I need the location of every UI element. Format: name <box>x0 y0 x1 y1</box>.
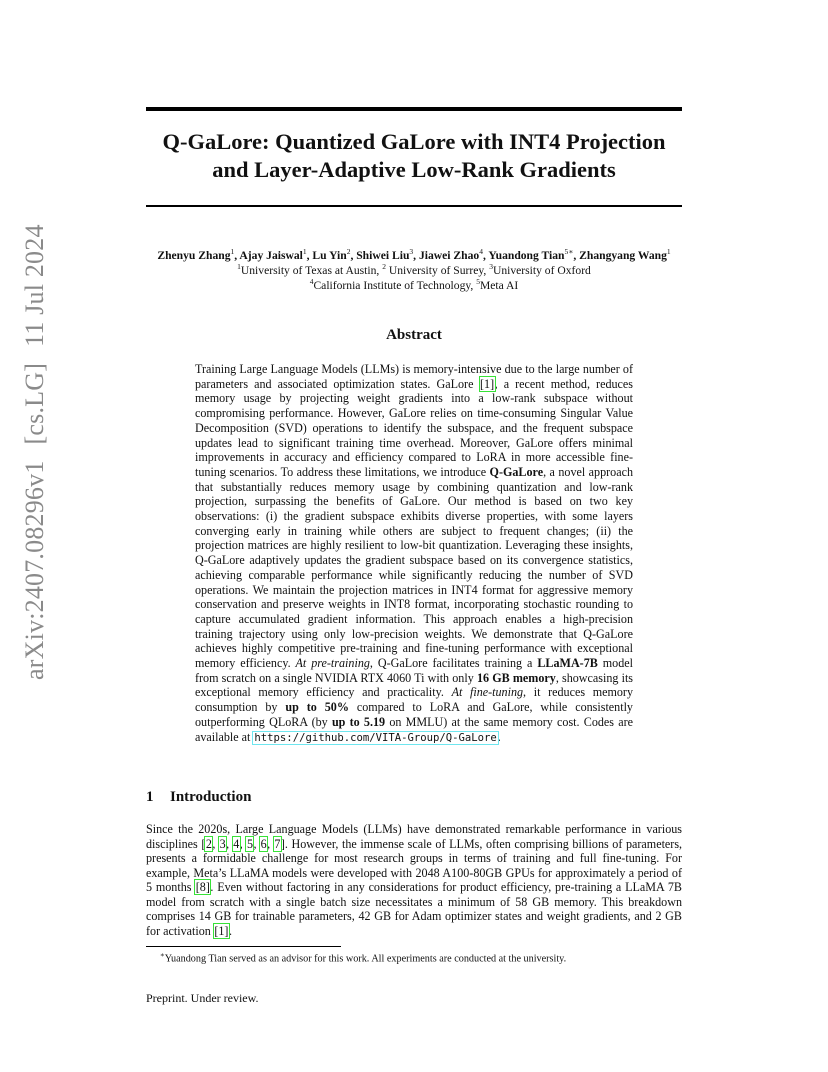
title-bottom-rule <box>146 205 682 207</box>
arxiv-category: [cs.LG] <box>20 362 49 445</box>
body-text: . <box>228 923 232 938</box>
citation-link[interactable]: 7 <box>274 836 281 851</box>
author: Yuandong Tian <box>488 248 565 262</box>
abstract-text: , a novel approach that substantially reduces memory usage by combining quantization and low-rank projection, surpassing the benefits of GaLore. Our method is based on two key observations: (i) the gradient subspace exhibits diverse properties, with some layers converging early in training while others are subject to frequent changes; (ii) the projection matrices are highly resilient to low-bit quantization. Leveraging these insights, Q-GaLore adaptively updates the gradient subspace based on its convergence statistics, achieving comparable performance while significantly reducing the number of SVD operations. We maintain the projection matrices in INT4 format for aggressive memory conservation and preserve weights in INT8 format, incorporating stochastic rounding to capture accumulated gradient information. This approach enables a high-precision training trajectory using only low-precision weights. We demonstrate that Q-GaLore achieves highly competitive pre-training and fine-tuning performance with exceptional memory efficiency. <box>195 464 634 671</box>
citation-link[interactable]: [8] <box>195 880 210 894</box>
bold-text: up to 50% <box>285 700 349 715</box>
arxiv-side-stamp <box>20 224 50 680</box>
author: Jiawei Zhao <box>418 248 480 262</box>
abstract-text: on MMLU) at the same memory cost. Codes are available at <box>195 714 633 744</box>
affiliation: University of Surrey, <box>385 263 490 277</box>
abstract-text: , it reduces memory consumption by <box>195 685 634 715</box>
affiliation: University of Oxford <box>492 263 591 277</box>
author-affil-mark: 2 <box>346 247 351 256</box>
body-text: . Even without factoring in any considerations for product efficiency, pre-training a LLaMA 7B model from scratch with a single batch size necessitates a minimum of 58 GB memory. This breakdown comprises 14 GB for trainable parameters, 42 GB for Adam optimizer states and weight gradients, and 2 GB for activation <box>146 880 682 938</box>
title-line-2: and Layer-Adaptive Low-Rank Gradients <box>212 157 616 182</box>
section-heading <box>146 789 251 806</box>
abstract-text: compared to LoRA and GaLore, while consistently outperforming QLoRA (by <box>195 700 633 729</box>
arxiv-id: arXiv:2407.08296v1 <box>20 460 49 680</box>
footnote <box>160 951 566 964</box>
section-number: 1 <box>146 789 154 805</box>
abstract-heading: Abstract <box>386 327 442 343</box>
footnote-mark: ∗ <box>160 951 165 959</box>
section-title: Introduction <box>170 789 252 805</box>
affil-mark: 3 <box>489 262 493 271</box>
author-affil-mark: 1 <box>302 247 307 256</box>
affiliation: Meta AI <box>479 278 519 292</box>
citation-link[interactable]: 5 <box>246 836 253 851</box>
code-repo-link[interactable]: https://github.com/VITA-Group/Q-GaLore <box>254 731 497 744</box>
citation-link[interactable]: [1] <box>214 923 229 938</box>
abstract-text: Training Large Language Models (LLMs) is memory-intensive due to the large number of parameters and associated optimization states. GaLore <box>195 362 633 391</box>
bold-text: 16 GB memory <box>476 670 556 685</box>
author-affil-mark: 4 <box>479 247 483 256</box>
abstract-text: . <box>497 729 501 744</box>
author-affil-mark: 3 <box>409 247 414 256</box>
author: Shiwei Liu <box>356 248 410 262</box>
intro-paragraph: Since the 2020s, Large Language Models (LLMs) have demonstrated remarkable performance in various disciplines [2, 3, 4, 5, 6, 7]. However, the immense scale of LLMs, often comprising billions of parameters, presents a formidable challenge for most research groups in terms of training and full fine-tuning. For example, Meta’s LLaMA models were developed with 2048 A100-80GB GPUs for approximately a period of 5 months [8]. Even without factoring in any considerations for product efficiency, pre-training a LLaMA 7B model from scratch with a single batch size necessitates a minimum of 58 GB memory. This breakdown comprises 14 GB for trainable parameters, 42 GB for Adam optimizer states and weight gradients, and 2 GB for activation [1]. <box>146 822 683 938</box>
title-top-rule <box>146 107 682 111</box>
title-line-1: Q-GaLore: Quantized GaLore with INT4 Projection <box>162 129 666 154</box>
body-text: . However, the immense scale of LLMs, often comprising billions of parameters, presents a formidable challenge for most research groups in terms of training and full fine-tuning. For example, Meta’s LLaMA models were developed with 2048 A100-80GB GPUs for approximately a period of 5 months <box>146 836 683 894</box>
affil-mark: 2 <box>382 262 386 271</box>
author: Zhangyang Wang <box>579 248 667 262</box>
paper-title <box>146 128 682 184</box>
bold-text: LLaMA-7B <box>537 656 598 671</box>
citation-link[interactable]: 4 <box>233 836 240 851</box>
affil-mark: 5 <box>476 277 480 286</box>
affil-mark: 4 <box>309 277 314 286</box>
author-affil-mark: 1 <box>230 247 235 256</box>
author-affil-mark: 1 <box>666 247 671 256</box>
affiliation: University of Texas at Austin, <box>240 263 383 277</box>
abstract-text: model from scratch on a single NVIDIA RTX 4060 Ti with only <box>195 656 633 685</box>
affiliations-line-2 <box>146 274 682 293</box>
body-text: Since the 2020s, Large Language Models (LLMs) have demonstrated remarkable performance in various disciplines <box>146 822 682 851</box>
footnote-rule <box>146 946 341 947</box>
citation-link[interactable]: 2 <box>205 836 212 851</box>
citation-link[interactable]: 6 <box>260 836 267 851</box>
author: Zhenyu Zhang <box>157 248 231 262</box>
emphasis-text: At fine-tuning <box>451 685 524 700</box>
emphasis-text: At pre-training <box>295 656 370 671</box>
abstract-text: , a recent method, reduces memory usage by projecting weight gradients into a low-rank subspace without compromising performance. However, GaLore relies on time-consuming Singular Value Decomposition (SVD) operations to identify the subspace, and the frequent subspace updates lead to significant training time overhead. Moreover, GaLore offers minimal improvements in accuracy and efficiency compared to LoRA in more accessible fine-tuning scenarios. To address these limitations, we introduce <box>195 376 633 479</box>
bold-text: up to 5.19 <box>331 714 386 729</box>
author-affil-mark: 5∗ <box>564 247 574 256</box>
author: Lu Yin <box>312 248 347 262</box>
author: Ajay Jaiswal <box>239 248 303 262</box>
abstract-text: , showcasing its exceptional memory efficiency and practicality. <box>195 670 634 700</box>
affil-mark: 1 <box>237 262 241 271</box>
abstract-text: , Q-GaLore facilitates training a <box>369 656 538 671</box>
footnote-text: Yuandong Tian served as an advisor for this work. All experiments are conducted at the university. <box>164 953 567 965</box>
method-name: Q-GaLore <box>489 464 544 479</box>
abstract-body <box>195 362 633 745</box>
citation-link[interactable]: 3 <box>219 836 226 851</box>
affiliation: California Institute of Technology, <box>313 278 477 292</box>
preprint-notice: Preprint. Under review. <box>146 991 259 1005</box>
citation-link[interactable]: [1] <box>480 376 495 391</box>
arxiv-date: 11 Jul 2024 <box>20 224 49 347</box>
author-list: Zhenyu Zhang$^1$, Ajay Jaiswal$^1$, Lu Yin$^2$, Shiwei Liu$^3$, Jiawei Zhao$^4$, Yuandong Tian$^{5∗}$, Zhangyang Wang$^1$ <box>157 247 671 262</box>
